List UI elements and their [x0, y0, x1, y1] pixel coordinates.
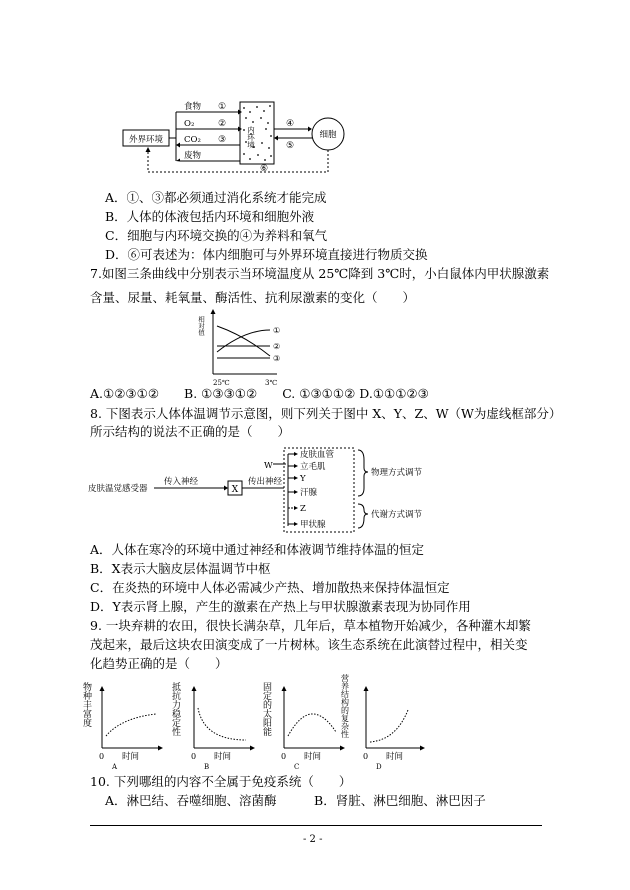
q9-a-letter: A [112, 763, 118, 771]
physical-label: 物理方式调节 [371, 468, 423, 478]
q9-d-ylabel: 营养结构的复杂性 [340, 674, 350, 738]
q8-option-a: A．人体在寒冷的环境中通过神经和体液调节维持体温的恒定 [90, 542, 425, 557]
q7-stem-line1: 7.如图三条曲线中分别表示当环境温度从 25℃降到 3℃时，小白鼠体内甲状腺激素 [90, 266, 550, 281]
q9-c-letter: C [294, 763, 300, 771]
inner-env-box [240, 102, 274, 164]
x-label: X [231, 485, 239, 495]
q10-stem: 10. 下列哪组的内容不全属于免疫系统（ ） [90, 774, 352, 789]
q9-curve-a [106, 714, 156, 736]
q9-curve-c [288, 714, 336, 736]
q9-d-letter: D [376, 763, 382, 771]
afferent-label: 传入神经 [164, 477, 199, 487]
q9-graph-d [341, 673, 426, 771]
target-z: Z [300, 504, 306, 514]
q10-options: A．淋巴结、吞噬细胞、溶菌酶 B．肾脏、淋巴细胞、淋巴因子 [105, 793, 486, 808]
q9-graph-c [261, 682, 345, 771]
num-2: ② [218, 119, 227, 129]
q7-options: A.①②③①② B. ①③③①② C. ①③①①② D.①①①②③ [90, 386, 429, 401]
q7-ylabel: 相对值 [197, 316, 205, 336]
q9-d-origin: 0 [363, 752, 369, 761]
q9-stem-line1: 9. 一块弃耕的农田，很快长满杂草，几年后，草本植物开始减少，各种灌木却繁 [90, 618, 531, 633]
q9-c-xlabel: 时间 [304, 752, 322, 762]
q6-option-a: A．①、③都必须通过消化系统才能完成 [105, 190, 327, 205]
q7-curve-label-2: ② [273, 342, 281, 351]
q9-a-origin: 0 [99, 752, 105, 761]
co2-label: CO₂ [184, 135, 201, 145]
target-skin-vessel: 皮肤血管 [300, 450, 335, 460]
q9-b-letter: B [204, 763, 210, 771]
target-y: Y [300, 474, 306, 484]
exchange-diagram [120, 98, 360, 180]
q9-d-xlabel: 时间 [386, 752, 404, 762]
q9-a-xlabel: 时间 [122, 752, 140, 762]
q9-b-xlabel: 时间 [214, 752, 232, 762]
q6-option-d: D．⑥可表述为：体内细胞可与外界环境直接进行物质交换 [105, 247, 428, 262]
q9-c-ylabel: 固定的太阳能 [261, 682, 271, 736]
food-label: 食物 [184, 102, 202, 112]
receptor-label: 皮肤温觉感受器 [88, 484, 148, 494]
q9-c-origin: 0 [281, 752, 287, 761]
physical-brace [358, 450, 368, 496]
efferent-label: 传出神经 [248, 477, 283, 487]
num-3: ③ [218, 135, 227, 145]
page-number: - 2 - [303, 834, 323, 845]
cell-label: 细胞 [319, 130, 337, 140]
q8-option-b: B．X表示大脑皮层体温调节中枢 [90, 561, 271, 576]
q9-curve-d [370, 710, 408, 742]
q8-stem-line1: 8. 下图表示人体体温调节示意图，则下列关于图中 X、Y、Z、W（W为虚线框部分） [90, 406, 562, 421]
q7-stem-line2: 含量、尿量、耗氧量、酶活性、抗利尿激素的变化（ ） [90, 290, 416, 305]
metabolic-label: 代谢方式调节 [371, 510, 423, 520]
q6-option-b: B．人体的体液包括内环境和细胞外液 [105, 209, 315, 224]
target-sweat-gland: 汗腺 [300, 488, 318, 498]
num-1: ① [218, 102, 227, 112]
q8-stem-line2: 所示结构的说法不正确的是（ ） [90, 424, 291, 439]
external-env-label: 外界环境 [128, 135, 164, 145]
q9-b-origin: 0 [191, 752, 197, 761]
q9-graphs [81, 670, 426, 772]
waste-label: 废物 [184, 151, 202, 161]
q9-graph-b [170, 681, 255, 771]
target-thyroid: 甲状腺 [300, 520, 326, 530]
q9-curve-b [198, 708, 246, 740]
q7-curve-label-3: ③ [273, 354, 281, 363]
q7-curve-label-1: ① [273, 326, 281, 335]
q9-b-ylabel: 抵抗力稳定性 [170, 682, 180, 736]
q9-stem-line2: 茂起来，最后这块农田演变成了一片树林。该生态系统在此演替过程中，相关变 [90, 637, 528, 652]
q8-option-d: D．Y表示肾上腺，产生的激素在产热上与甲状腺激素表现为协同作用 [90, 599, 471, 614]
q7-curve-1 [217, 330, 270, 352]
q8-thermoregulation-diagram [88, 444, 448, 536]
q9-a-ylabel: 物种丰富度 [81, 682, 91, 727]
num-6: ⑥ [260, 164, 269, 174]
q7-x-start: 25℃ [213, 379, 230, 387]
q6-option-c: C．细胞与内环境交换的④为养料和氧气 [105, 228, 328, 243]
w-label: W [264, 461, 273, 471]
q8-option-c: C．在炎热的环境中人体必需减少产热、增加散热来保持体温恒定 [90, 580, 450, 595]
num-4: ④ [286, 119, 295, 129]
target-arrector-muscle: 立毛肌 [300, 462, 326, 472]
num-5: ⑤ [286, 141, 295, 151]
q9-graph-a [81, 681, 163, 771]
metabolic-brace [358, 504, 368, 528]
q7-graph [195, 308, 305, 390]
inner-env-label: 内环境 [246, 126, 256, 149]
q7-x-end: 3℃ [265, 379, 278, 387]
q9-stem-line3: 化趋势正确的是（ ） [90, 656, 228, 671]
o2-label: O₂ [184, 119, 195, 129]
footer-rule [90, 825, 542, 826]
